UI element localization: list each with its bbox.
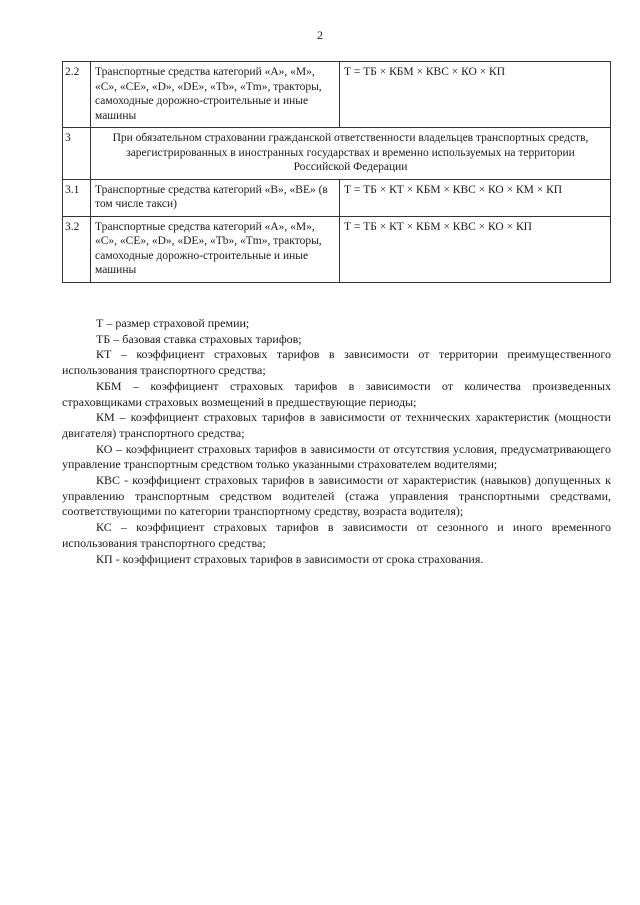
row-number: 2.2: [63, 62, 91, 128]
definition-paragraph: ТБ – базовая ставка страховых тарифов;: [96, 331, 302, 346]
table-row: [63, 216, 611, 282]
row-number: 3.2: [63, 216, 91, 282]
row-number: 3: [63, 128, 91, 180]
vehicle-categories: Транспортные средства категорий «В», «ВЕ» (в том числе такси): [91, 179, 340, 216]
definition-paragraph: КП - коэффициент страховых тарифов в зависимости от срока страхования.: [96, 551, 484, 566]
row-number: 3.1: [63, 179, 91, 216]
definition-paragraph: КМ – коэффициент страховых тарифов в зависимости от технических характеристик (мощности двигателя) транспортного средства;: [62, 410, 611, 440]
table-row: [63, 128, 611, 180]
section-heading: При обязательном страховании гражданской ответственности владельцев транспортных средств, зарегистрированных в иностранных государствах и временно используемых на территории Российской Федерации: [91, 128, 611, 180]
definition-paragraph: КВС - коэффициент страховых тарифов в зависимости от характеристик (навыков) допущенных к управлению транспортным средством водителей (стажа управления транспортными средствами, соответствующими по категории транспортному средству, возраста водителя);: [62, 473, 611, 519]
vehicle-categories: Транспортные средства категорий «А», «М», «С», «СЕ», «D», «DE», «Tb», «Tm», тракторы, самоходные дорожно-строительные и иные машины: [91, 62, 340, 128]
premium-formula: Т = ТБ × КТ × КБМ × КВС × КО × КП: [340, 216, 611, 282]
page-number: 2: [317, 28, 323, 42]
coefficient-definitions: [62, 316, 611, 567]
definition-paragraph: Т – размер страховой премии;: [96, 316, 250, 330]
premium-formula: Т = ТБ × КТ × КБМ × КВС × КО × КМ × КП: [340, 179, 611, 216]
definition-paragraph: КО – коэффициент страховых тарифов в зависимости от отсутствия условия, предусматривающего управление транспортным средством только указанными страхователем водителями;: [62, 441, 611, 472]
premium-formula: Т = ТБ × КБМ × КВС × КО × КП: [340, 62, 611, 128]
definition-paragraph: КБМ – коэффициент страховых тарифов в зависимости от количества произведенных страховщиками страховых возмещений в предшествующие периоды;: [62, 378, 611, 409]
vehicle-categories: Транспортные средства категорий «А», «М», «С», «СЕ», «D», «DE», «Tb», «Tm», тракторы, самоходные дорожно-строительные и иные машины: [91, 216, 340, 282]
definition-paragraph: КС – коэффициент страховых тарифов в зависимости от сезонного и иного временного использования транспортного средства;: [62, 520, 611, 550]
table-row: [63, 179, 611, 216]
table-row: [63, 62, 611, 128]
insurance-rate-table: [62, 61, 611, 283]
definition-paragraph: КТ – коэффициент страховых тарифов в зависимости от территории преимущественного использования транспортного средства;: [62, 347, 611, 378]
